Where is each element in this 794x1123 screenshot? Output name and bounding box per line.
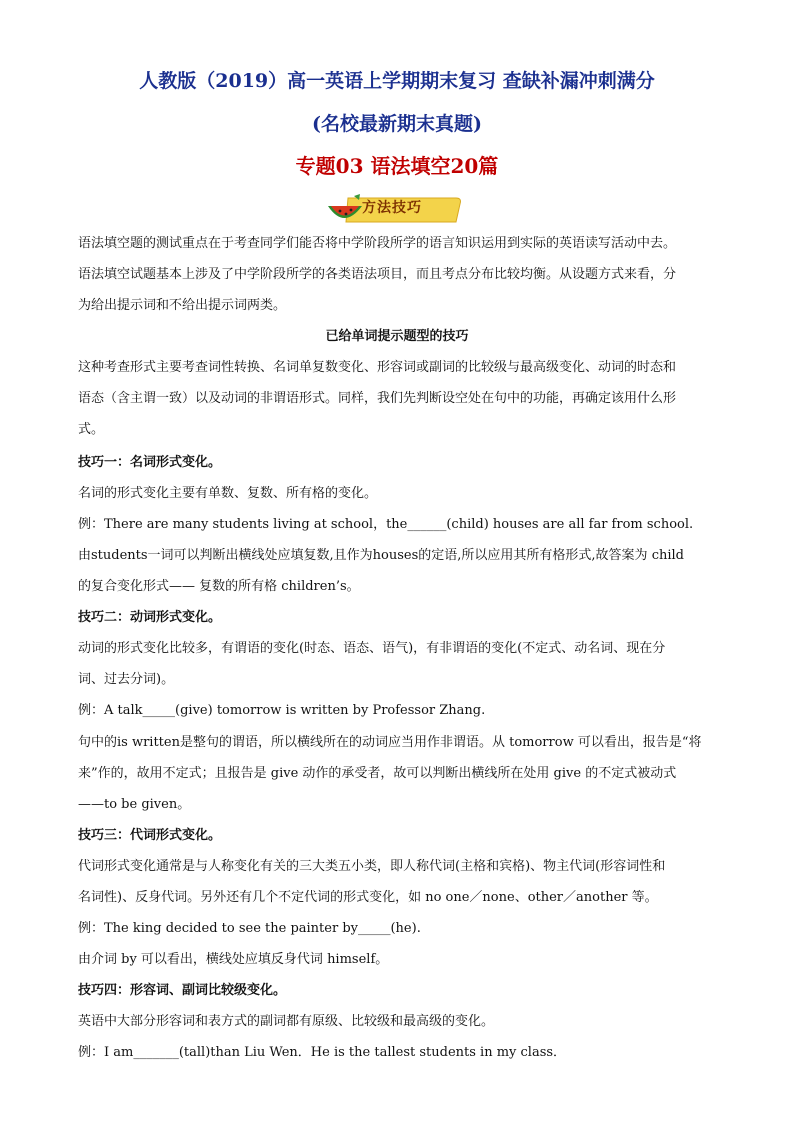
section-heading: 已给单词提示题型的技巧 [325,329,469,344]
tip2-line: ——to be given。 [78,797,191,812]
tip2-example: 例：A talk_____(give) tomorrow is written by Professor Zhang. [78,703,486,718]
tip4-heading: 技巧四：形容词、副词比较级变化。 [78,983,287,998]
tip2-line: 动词的形式变化比较多，有谓语的变化(时态、语态、语气)，有非谓语的变化(不定式、动名词、现在分 [78,641,666,656]
tip4-line: 英语中大部分形容词和表方式的副词都有原级、比较级和最高级的变化。 [78,1014,495,1029]
tip2-line: 句中的is written是整句的谓语，所以横线所在的动词应当用作非谓语。从 tomorrow 可以看出，报告是“将 [78,735,702,750]
intro-line: 为给出提示词和不给出提示词两类。 [78,298,287,313]
method-tips-label: 方法技巧 [362,200,422,216]
tip2-line: 来”作的，故用不定式；且报告是 give 动作的承受者，故可以判断出横线所在处用 give 的不定式被动式 [78,766,677,781]
tip3-heading: 技巧三：代词形式变化。 [78,828,222,843]
intro-line: 语法填空试题基本上涉及了中学阶段所学的各类语法项目，而且考点分布比较均衡。从设题方式来看，分 [78,267,677,282]
tip1-heading: 技巧一：名词形式变化。 [78,455,222,470]
tip3-line: 代词形式变化通常是与人称变化有关的三大类五小类，即人称代词(主格和宾格)、物主代词(形容词性和 [78,859,666,874]
tip1-line: 名词的形式变化主要有单数、复数、所有格的变化。 [78,486,378,501]
tip4-example: 例：I am_______(tall)than Liu Wen．He is the tallest students in my class． [78,1045,567,1060]
tip3-example: 例：The king decided to see the painter by_____(he). [78,921,421,936]
tip1-line: 的复合变化形式—— 复数的所有格 children’s。 [78,579,360,594]
title-line-1: 人教版（2019）高一英语上学期期末复习 查缺补漏冲刺满分 [139,70,655,92]
title-line-3: 专题03 语法填空20篇 [295,154,499,178]
section-intro-line: 语态（含主谓一致）以及动词的非谓语形式。同样，我们先判断设空处在句中的功能，再确定该用什么形 [78,391,677,406]
tip3-line: 名词性)、反身代词。另外还有几个不定代词的形式变化，如 no one／none、other／another 等。 [78,890,658,905]
tip2-line: 词、过去分词)。 [78,672,175,687]
section-intro-line: 这种考查形式主要考查词性转换、名词单复数变化、形容词或副词的比较级与最高级变化、动词的时态和 [78,360,677,375]
tip2-heading: 技巧二：动词形式变化。 [78,610,222,625]
section-intro-line: 式。 [78,422,105,437]
intro-line: 语法填空题的测试重点在于考查同学们能否将中学阶段所学的语言知识运用到实际的英语读写活动中去。 [78,236,677,251]
title-line-2: (名校最新期末真题) [312,113,482,135]
tip1-example: 例：There are many students living at school，the______(child) houses are all far from school. [78,517,694,532]
tip1-line: 由students一词可以判断出横线处应填复数,且作为houses的定语,所以应用其所有格形式,故答案为 child [78,548,684,563]
tip3-line: 由介词 by 可以看出，横线处应填反身代词 himself。 [78,952,389,967]
